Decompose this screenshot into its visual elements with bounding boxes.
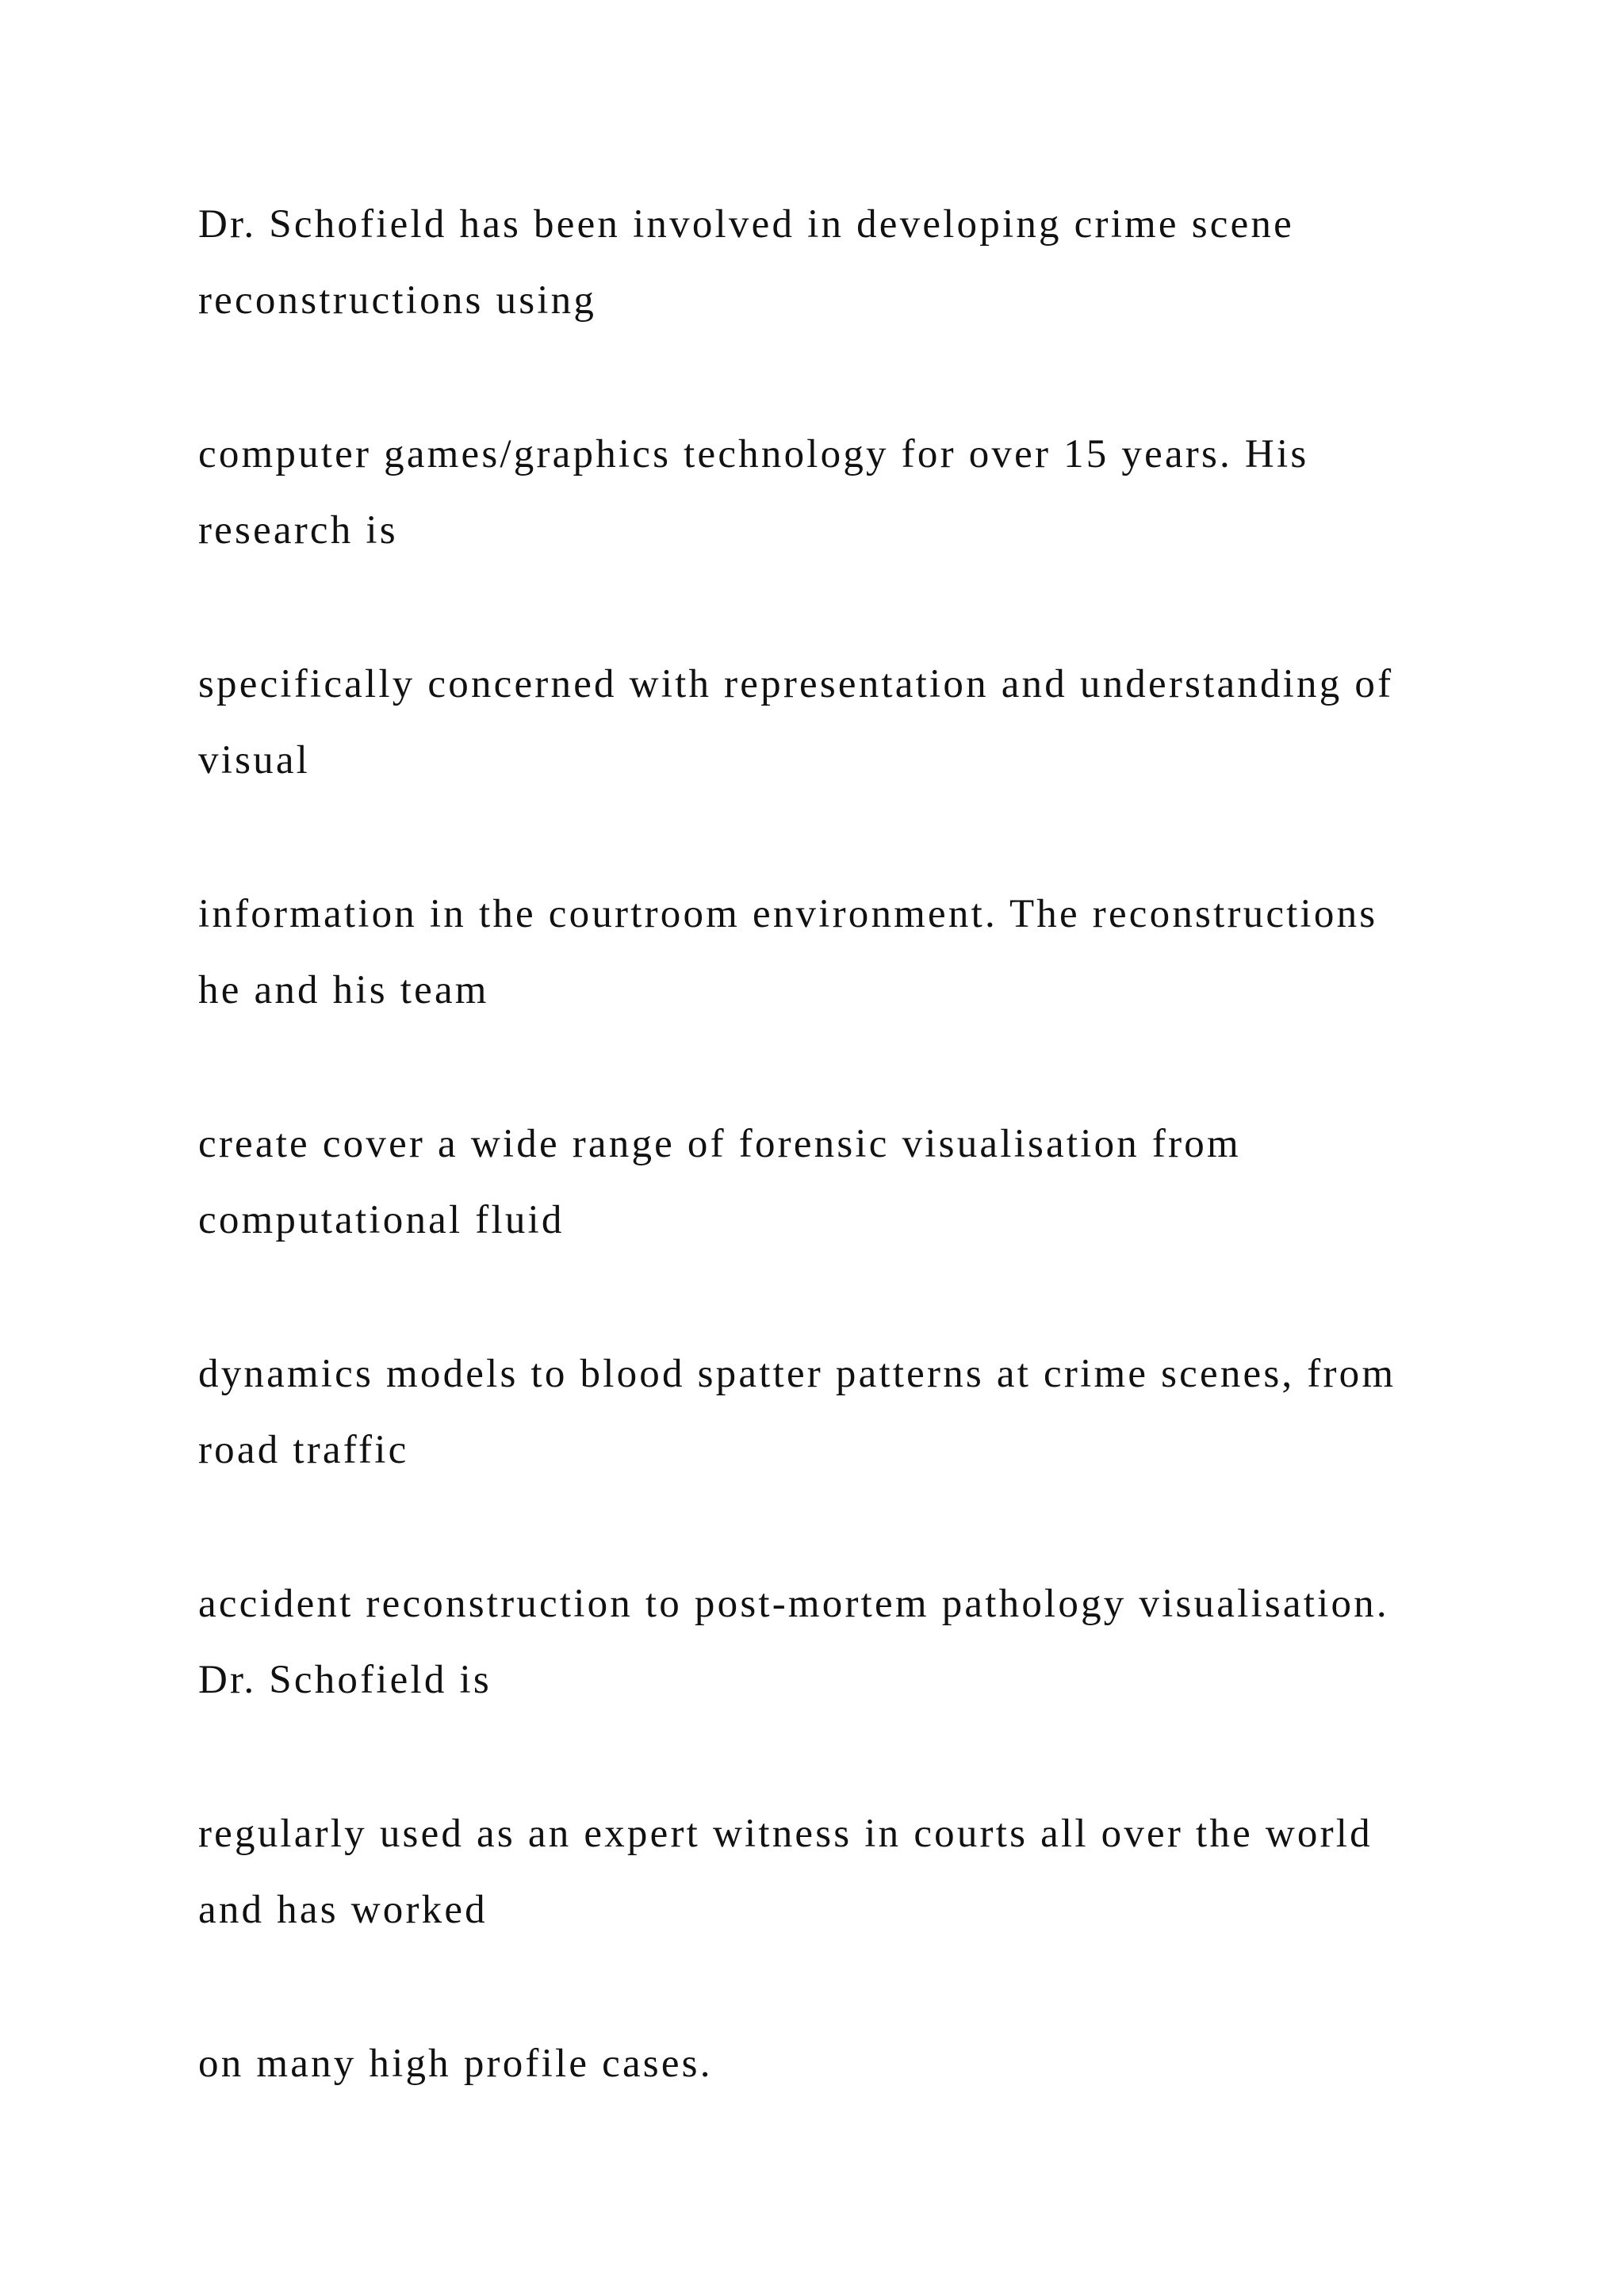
text-line: visual <box>198 738 311 783</box>
text-line: specifically concerned with representation and understanding of <box>198 662 1394 706</box>
paragraph <box>198 646 1499 798</box>
paragraph <box>198 876 1499 1028</box>
paragraph <box>198 1106 1499 1258</box>
text-line: Dr. Schofield is <box>198 1658 492 1702</box>
text-line: computational fluid <box>198 1198 565 1242</box>
text-line: information in the courtroom environment. The reconstructions <box>198 892 1378 936</box>
text-line: road traffic <box>198 1428 409 1472</box>
text-line: Dr. Schofield has been involved in developing crime scene <box>198 202 1294 247</box>
text-line: create cover a wide range of forensic visualisation from <box>198 1122 1241 1166</box>
paragraph <box>198 416 1499 568</box>
paragraph <box>198 1336 1499 1488</box>
text-line: dynamics models to blood spatter patterns at crime scenes, from <box>198 1352 1396 1396</box>
text-line: and has worked <box>198 1888 488 1932</box>
text-line: on many high profile cases. <box>198 2042 713 2086</box>
text-line: accident reconstruction to post-mortem pathology visualisation. <box>198 1582 1389 1626</box>
text-line: regularly used as an expert witness in courts all over the world <box>198 1812 1373 1856</box>
paragraph <box>198 1796 1499 1948</box>
text-line: he and his team <box>198 968 489 1012</box>
paragraph <box>198 2026 1499 2102</box>
paragraph <box>198 1566 1499 1718</box>
paragraph <box>198 186 1499 339</box>
text-line: reconstructions using <box>198 278 597 323</box>
text-line: computer games/graphics technology for over 15 years. His <box>198 432 1309 476</box>
text-line: research is <box>198 508 398 553</box>
